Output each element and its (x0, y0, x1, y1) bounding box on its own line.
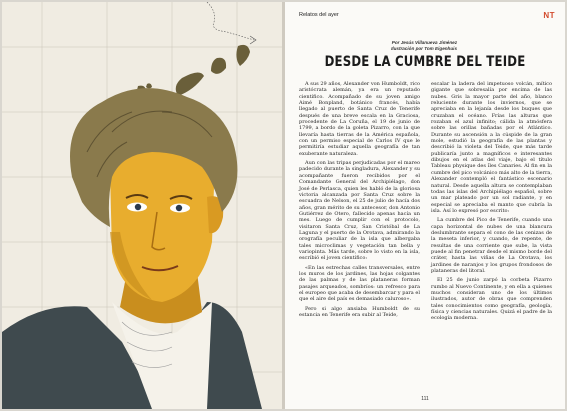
route-arrow-icon (250, 36, 256, 44)
paragraph: Pero si algo ansiaba Humboldt de su estancia en Tenerife era subir al Teide, (299, 305, 420, 319)
humboldt-portrait-illustration (2, 2, 282, 409)
article-page (285, 2, 565, 409)
quote-paragraph: «En las estrechas calles transversales, entre los muros de los jardines, las hojas colgantes de las palmas y de las plataneras forman pasajes arqueados, sombríos: un refresco para el europeo que acaba de desembarcar y para el que el aire del país es demasiado caluroso». (299, 264, 420, 303)
route-line (207, 2, 254, 40)
section-badge: NT (543, 11, 555, 20)
headline: DESDE LA CUMBRE DEL TEIDE (324, 54, 526, 70)
paragraph: La cumbre del Pico de Tenerife, cuando una capa horizontal de nubes de una blancura deslumbrante separa el cono de las cenizas de la meseta inferior, y cuando, de repente, de resultas de una corriente que sube, la vista puede al fin penetrar desde el mismo borde del cráter, hasta las viñas de La Orotava, los jardines de naranjos y los grupos frondosos de plataneras del litoral. (431, 217, 552, 274)
paragraph: El 25 de junio zarpó la corbeta Pizarro rumbo al Nuevo Continente, y en ella a quienes muchos consideran uno de los últimos ilustrados, autor de obras que comprenden tales conocimientos como geografía, geología, física y ciencias naturales. Quizá el padre de la ecología moderna. (431, 277, 552, 322)
illustration-page (2, 2, 282, 409)
right-eye (176, 205, 182, 211)
paragraph: escalar la ladera del impetuoso volcán, mítico gigante que sobresalía por encima de las nubes. Gris la mayor parte del año, blanco reluciente durante los inviernos, que se apreciaba en la lejanía desde los buques que cruzaban el océano. Frías las alturas que rozaban el azul infinito; cálida la atmósfera sobre las orillas bañadas por el Atlántico. Durante su ascensión a la cúspide de la gran mole, estudió la geografía de las plantas y describió la violeta del Teide, que más tarde publicaría junto a magníficos e interesantes dibujos en el atlas del viaje, bajo el título Tableau physique des îles Canaries. Al fin en la cumbre del pico volcánico más alto de la tierra, Alexander contempló el fantástico escenario natural. Desde aquella altura se contemplaban todas las islas del Archipiélago español, sobre un mar plateado por un sol radiante, y en especial se apreciaba el manto que cubría la isla. Así lo expresó por escrito: (431, 81, 552, 214)
byline-illustrator: Ilustración por Tom Eigenhuis (391, 46, 457, 51)
left-eye (135, 204, 141, 210)
page-number: 111 (421, 396, 429, 402)
article-column-1 (299, 81, 420, 321)
byline-author: Por Jesús Villanueva Jiménez (391, 40, 457, 45)
section-label: Relatos del ayer (299, 12, 339, 18)
byline (391, 40, 457, 52)
paragraph: Aun con las tripas perjudicadas por el mareo padecido durante la singladura, Alexander y su acompañante fueron recibidos por el Comandante General del Archipiélago, don José de Perlasca, quien les habló de la gloriosa victoria alcanzada por Santa Cruz sobre la escuadra de Nelson, el 25 de julio de hacía dos años, gran mérito de su antecesor, don Antonio Gutiérrez de Otero, fallecido apenas hacía un mes. Luego de cumplir con el protocolo, visitaron Santa Cruz, San Cristóbal de La Laguna y el puerto de la Orotava, admirando la orografía peculiar de la isla que albergaba tales microclimas y vegetación tan bella y variopinta. Más tarde, sobre lo visto en la isla, escribió el joven científico: (299, 160, 420, 262)
article-column-2 (431, 81, 552, 325)
paragraph: A sus 29 años, Alexander von Humboldt, rico aristócrata alemán, ya era un reputado científico. Acompañado de su joven amigo Aimé Bonpland, botánico francés, había llegado al puerto de Santa Cruz de Tenerife después de una breve escala en la Graciosa, procedente de La Coruña, el 19 de junio de 1799, a bordo de la goleta Pizarro, con la que llevaría hasta tierras de la América española, con un permiso especial de Carlos IV que le permitiría estudiar aquella geografía de tan exuberante naturaleza. (299, 81, 420, 157)
